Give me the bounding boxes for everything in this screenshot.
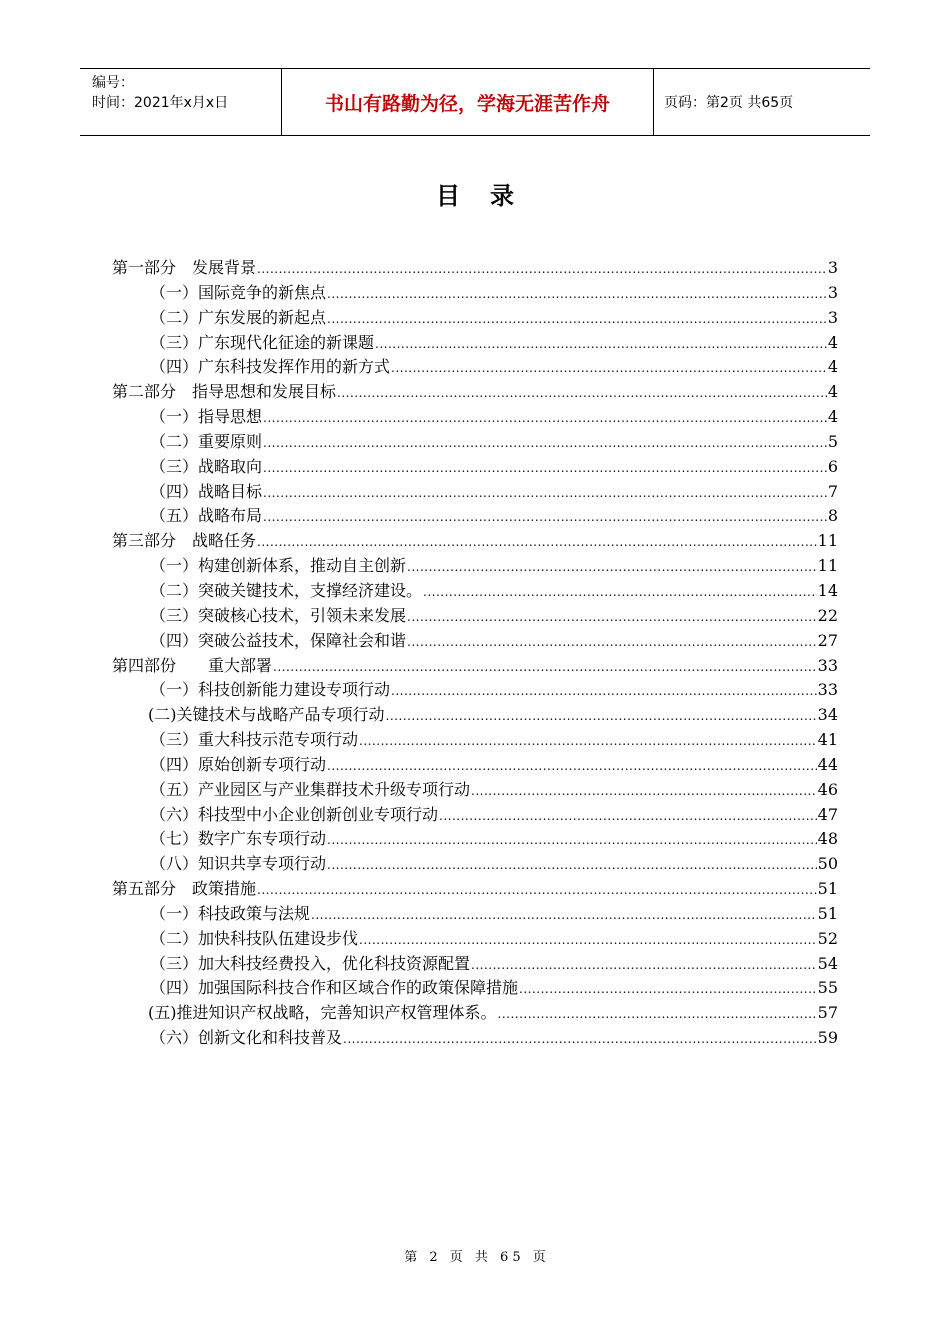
toc-dot-leader — [386, 704, 817, 729]
toc-section-entry[interactable] — [112, 629, 838, 654]
toc-dot-leader — [407, 555, 817, 580]
toc-dot-leader — [375, 332, 827, 357]
document-time-label: 时间：2021年x月x日 — [92, 95, 229, 111]
toc-entry-label: 第一部分 发展背景 — [112, 258, 257, 277]
toc-entry-page-number: 46 — [817, 779, 838, 799]
toc-entry-page-number: 3 — [827, 307, 838, 327]
toc-entry-label: （七）数字广东专项行动 — [150, 829, 327, 849]
toc-section-entry[interactable] — [112, 827, 838, 852]
toc-entry-label: （二）广东发展的新起点 — [150, 307, 327, 327]
toc-section-entry[interactable] — [112, 355, 838, 380]
toc-section-entry[interactable] — [112, 778, 838, 803]
toc-section-entry[interactable] — [112, 803, 838, 828]
toc-section-entry[interactable] — [112, 678, 838, 703]
toc-entry-page-number: 22 — [817, 605, 838, 625]
toc-section-entry[interactable] — [112, 281, 838, 306]
toc-entry-page-number: 8 — [827, 506, 838, 526]
toc-dot-leader — [257, 878, 817, 903]
toc-dot-leader — [391, 679, 817, 704]
toc-section-entry[interactable] — [112, 927, 838, 952]
toc-dot-leader — [407, 605, 817, 630]
toc-entry-page-number: 4 — [827, 332, 838, 352]
toc-entry-page-number: 50 — [817, 854, 838, 874]
toc-entry-label: 第四部份 重大部署 — [112, 655, 273, 675]
toc-dot-leader — [327, 828, 817, 853]
toc-dot-leader — [327, 307, 827, 332]
toc-dot-leader — [257, 257, 827, 282]
page-header — [80, 68, 870, 136]
toc-section-entry[interactable] — [112, 430, 838, 455]
toc-entry-label: 第三部分 战略任务 — [112, 531, 257, 551]
toc-dot-leader — [359, 928, 817, 953]
toc-entry-page-number: 48 — [817, 829, 838, 849]
toc-dot-leader — [407, 630, 817, 655]
toc-section-entry[interactable] — [112, 703, 838, 728]
toc-section-entry[interactable] — [112, 852, 838, 877]
toc-entry-page-number: 34 — [817, 705, 838, 725]
toc-section-entry[interactable] — [112, 306, 838, 331]
toc-section-entry[interactable] — [112, 976, 838, 1001]
toc-entry-label: （五）产业园区与产业集群技术升级专项行动 — [150, 779, 471, 799]
header-page-info: 页码：第2页 共65页 — [664, 95, 794, 111]
toc-dot-leader — [519, 977, 817, 1002]
toc-entry-label: （二）重要原则 — [150, 431, 263, 451]
toc-dot-leader — [471, 953, 817, 978]
toc-entry-page-number: 4 — [827, 407, 838, 427]
toc-entry-page-number: 54 — [817, 953, 838, 973]
toc-entry-label: （一）指导思想 — [150, 407, 263, 427]
toc-entry-page-number: 6 — [827, 456, 838, 476]
toc-entry-label: （三）突破核心技术，引领未来发展 — [150, 605, 407, 625]
toc-section-entry[interactable] — [112, 480, 838, 505]
toc-section-entry[interactable] — [112, 455, 838, 480]
toc-entry-label: （六）科技型中小企业创新创业专项行动 — [150, 804, 439, 824]
toc-entry-label: （五）战略布局 — [150, 506, 263, 526]
toc-entry-label: （一）科技政策与法规 — [150, 903, 311, 923]
toc-entry-label: (二)关键技术与战略产品专项行动 — [148, 705, 385, 725]
toc-dot-leader — [311, 903, 817, 928]
toc-dot-leader — [343, 1027, 817, 1052]
toc-dot-leader — [423, 580, 817, 605]
toc-entry-page-number: 11 — [817, 556, 838, 576]
toc-dot-leader — [391, 356, 827, 381]
toc-entry-label: (五)推进知识产权战略，完善知识产权管理体系。 — [148, 1003, 497, 1023]
toc-entry-label: （三）加大科技经费投入，优化科技资源配置 — [150, 953, 471, 973]
toc-dot-leader — [327, 754, 817, 779]
toc-entry-label: （三）战略取向 — [150, 456, 263, 476]
toc-entry-page-number: 51 — [817, 879, 838, 899]
toc-entry-page-number: 7 — [827, 481, 838, 501]
document-number-label: 编号： — [92, 75, 134, 91]
toc-section-entry[interactable] — [112, 728, 838, 753]
toc-dot-leader — [327, 853, 817, 878]
toc-entry-page-number: 47 — [817, 804, 838, 824]
toc-entry-page-number: 41 — [817, 730, 838, 750]
toc-part-entry[interactable] — [112, 654, 838, 679]
toc-entry-page-number: 5 — [827, 431, 838, 451]
toc-dot-leader — [257, 530, 817, 555]
toc-entry-page-number: 4 — [827, 382, 838, 402]
toc-entry-page-number: 33 — [817, 655, 838, 675]
toc-dot-leader — [263, 505, 827, 530]
page-footer: 第 2 页 共 65 页 — [404, 1250, 550, 1265]
toc-dot-leader — [498, 1002, 817, 1027]
toc-entry-page-number: 52 — [817, 928, 838, 948]
header-motto: 书山有路勤为径，学海无涯苦作舟 — [282, 69, 654, 135]
toc-entry-page-number: 33 — [817, 680, 838, 700]
toc-section-entry[interactable] — [112, 579, 838, 604]
toc-section-entry[interactable] — [112, 902, 838, 927]
toc-section-entry[interactable] — [112, 504, 838, 529]
toc-entry-label: （四）广东科技发挥作用的新方式 — [150, 357, 391, 377]
toc-part-entry[interactable] — [112, 380, 838, 405]
toc-dot-leader — [337, 381, 827, 406]
toc-dot-leader — [359, 729, 817, 754]
toc-dot-leader — [273, 655, 817, 680]
table-of-contents — [112, 256, 838, 1051]
toc-entry-label: （四）战略目标 — [150, 481, 263, 501]
toc-section-entry[interactable] — [112, 331, 838, 356]
toc-entry-page-number: 59 — [817, 1028, 838, 1048]
toc-entry-page-number: 4 — [827, 357, 838, 377]
toc-dot-leader — [263, 456, 827, 481]
toc-entry-page-number: 57 — [817, 1003, 838, 1023]
toc-entry-label: （六）创新文化和科技普及 — [150, 1028, 343, 1048]
toc-dot-leader — [439, 804, 817, 829]
toc-dot-leader — [327, 282, 827, 307]
toc-entry-label: （一）科技创新能力建设专项行动 — [150, 680, 391, 700]
toc-entry-label: 第二部分 指导思想和发展目标 — [112, 382, 337, 402]
toc-entry-label: （四）加强国际科技合作和区域合作的政策保障措施 — [150, 978, 519, 998]
toc-entry-page-number: 55 — [817, 978, 838, 998]
toc-section-entry[interactable] — [112, 554, 838, 579]
toc-entry-page-number: 14 — [817, 580, 838, 600]
toc-entry-label: （一）国际竞争的新焦点 — [150, 282, 327, 302]
toc-entry-page-number: 3 — [827, 282, 838, 302]
toc-entry-label: （三）广东现代化征途的新课题 — [150, 332, 375, 352]
toc-entry-page-number: 3 — [827, 258, 838, 277]
toc-part-entry[interactable] — [112, 877, 838, 902]
toc-entry-page-number: 11 — [817, 531, 838, 551]
toc-section-entry[interactable] — [112, 1026, 838, 1051]
toc-entry-label: （二）加快科技队伍建设步伐 — [150, 928, 359, 948]
toc-title: 目录 — [436, 182, 544, 210]
toc-section-entry[interactable] — [112, 405, 838, 430]
toc-dot-leader — [263, 406, 827, 431]
toc-section-entry[interactable] — [112, 952, 838, 977]
toc-section-entry[interactable] — [112, 753, 838, 778]
toc-section-entry[interactable] — [112, 1001, 838, 1026]
toc-section-entry[interactable] — [112, 604, 838, 629]
toc-dot-leader — [263, 431, 827, 456]
toc-entry-label: （四）突破公益技术，保障社会和谐 — [150, 630, 407, 650]
toc-part-entry[interactable] — [112, 529, 838, 554]
toc-entry-label: （八）知识共享专项行动 — [150, 854, 327, 874]
toc-entry-page-number: 51 — [817, 903, 838, 923]
toc-part-entry[interactable] — [112, 256, 838, 281]
toc-entry-label: （二）突破关键技术，支撑经济建设。 — [150, 580, 423, 600]
toc-entry-label: （一）构建创新体系，推动自主创新 — [150, 556, 407, 576]
toc-entry-page-number: 27 — [817, 630, 838, 650]
toc-entry-label: （三）重大科技示范专项行动 — [150, 730, 359, 750]
toc-entry-page-number: 44 — [817, 754, 838, 774]
toc-dot-leader — [471, 779, 817, 804]
toc-dot-leader — [263, 481, 827, 506]
toc-entry-label: （四）原始创新专项行动 — [150, 754, 327, 774]
header-meta — [80, 69, 282, 135]
toc-entry-label: 第五部分 政策措施 — [112, 879, 257, 899]
